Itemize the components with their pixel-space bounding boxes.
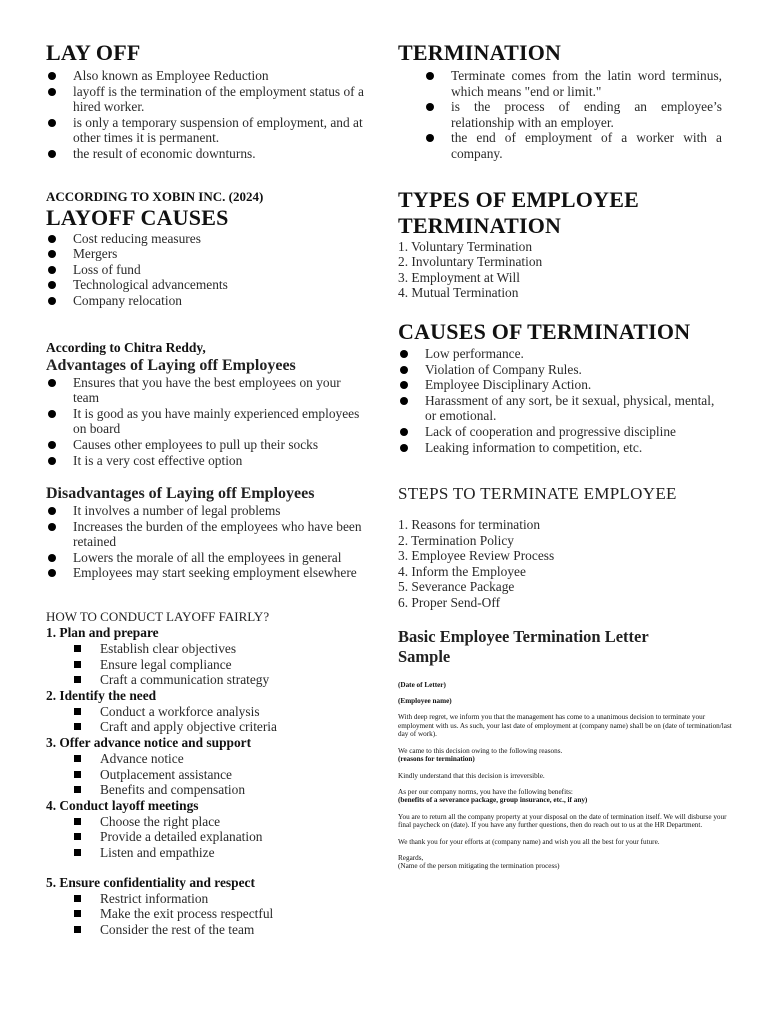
list-item: Craft and apply objective criteria <box>46 719 366 735</box>
termination-title: TERMINATION <box>398 40 562 65</box>
fairly-step-list <box>46 891 366 938</box>
letter-paragraph: We thank you for your efforts at (company name) and wish you all the best for your future. <box>398 837 660 846</box>
list-item: 3. Employee Review Process <box>398 548 555 564</box>
list-item: Consider the rest of the team <box>46 922 366 938</box>
letter-title-line2: Sample <box>398 646 451 666</box>
list-item: Causes other employees to pull up their socks <box>46 437 366 453</box>
letter-title-line1: Basic Employee Termination Letter <box>398 626 649 646</box>
letter-regards: Regards, <box>398 853 424 862</box>
according-xobin: ACCORDING TO XOBIN INC. (2024) <box>46 188 264 204</box>
letter-signer: (Name of the person mitigating the termination process) <box>398 862 560 871</box>
layoff-list <box>46 68 366 162</box>
termination-list <box>424 68 722 162</box>
letter-paragraph: As per our company norms, you have the following benefits: <box>398 787 573 796</box>
advantages-title: Advantages of Laying off Employees <box>46 356 296 374</box>
list-item: is the process of ending an employee’s relationship with an employer. <box>424 99 722 130</box>
list-item: Advance notice <box>46 751 366 767</box>
fairly-step-title: 3. Offer advance notice and support <box>46 735 252 751</box>
list-item: Technological advancements <box>46 277 366 293</box>
list-item: is only a temporary suspension of employment, and at other times it is permanent. <box>46 115 366 146</box>
letter-reasons: (reasons for termination) <box>398 755 475 764</box>
fairly-step-list <box>46 814 366 861</box>
letter-benefits: (benefits of a severance package, group insurance, etc., if any) <box>398 796 588 805</box>
letter-paragraph: With deep regret, we inform you that the management has come to a unanimous decision to terminate your employment with us. As such, your last date of employment at (company name) shall be on (date of termination/last day of work). <box>398 713 732 739</box>
list-item: Increases the burden of the employees who have been retained <box>46 519 366 550</box>
advantages-list <box>46 375 366 469</box>
letter-paragraph: We came to this decision owing to the following reasons. <box>398 746 563 755</box>
list-item: Employees may start seeking employment elsewhere <box>46 565 366 581</box>
list-item: 1. Voluntary Termination <box>398 238 533 254</box>
list-item: Ensures that you have the best employees on your team <box>46 375 366 406</box>
letter-paragraph: You are to return all the company property at your disposal on the date of termination itself. We will disburse your final paycheck on (date). If you have any further questions, then do reach out to us at the HR Department. <box>398 812 727 830</box>
list-item: Establish clear objectives <box>46 641 366 657</box>
list-item: 4. Inform the Employee <box>398 563 526 579</box>
list-item: Company relocation <box>46 293 366 309</box>
layoff-causes-title: LAYOFF CAUSES <box>46 204 229 230</box>
list-item: Craft a communication strategy <box>46 672 366 688</box>
fairly-step-title: 1. Plan and prepare <box>46 625 159 641</box>
left-column <box>46 40 366 937</box>
list-item: 2. Termination Policy <box>398 532 514 548</box>
letter-date: (Date of Letter) <box>398 680 446 689</box>
list-item: Ensure legal compliance <box>46 657 366 673</box>
list-item: Restrict information <box>46 891 366 907</box>
fairly-title: HOW TO CONDUCT LAYOFF FAIRLY? <box>46 609 270 625</box>
steps-list <box>398 517 722 611</box>
list-item: Lack of cooperation and progressive discipline <box>398 424 722 440</box>
list-item: Cost reducing measures <box>46 231 366 247</box>
list-item: 1. Reasons for termination <box>398 517 541 533</box>
list-item: 3. Employment at Will <box>398 269 520 285</box>
fairly-step-title: 4. Conduct layoff meetings <box>46 797 199 813</box>
list-item: Lowers the morale of all the employees in general <box>46 550 366 566</box>
according-chitra: According to Chitra Reddy, <box>46 339 206 355</box>
list-item: the result of economic downturns. <box>46 146 366 162</box>
termination-letter-sample <box>398 681 734 871</box>
list-item: 2. Involuntary Termination <box>398 254 543 270</box>
causes-termination-title: CAUSES OF TERMINATION <box>398 318 691 344</box>
fairly-step-list <box>46 751 366 798</box>
list-item: Outplacement assistance <box>46 767 366 783</box>
list-item: 6. Proper Send-Off <box>398 595 501 611</box>
list-item: layoff is the termination of the employment status of a hired worker. <box>46 84 366 115</box>
list-item: Also known as Employee Reduction <box>46 68 366 84</box>
list-item: the end of employment of a worker with a company. <box>424 130 722 161</box>
list-item: Make the exit process respectful <box>46 906 366 922</box>
steps-title: STEPS TO TERMINATE EMPLOYEE <box>398 484 677 504</box>
disadvantages-title: Disadvantages of Laying off Employees <box>46 485 315 503</box>
list-item: It is a very cost effective option <box>46 453 366 469</box>
layoff-title: LAY OFF <box>46 40 141 65</box>
list-item: Conduct a workforce analysis <box>46 704 366 720</box>
list-item: Leaking information to competition, etc. <box>398 440 722 456</box>
fairly-step-list <box>46 704 366 735</box>
list-item: It is good as you have mainly experienced employees on board <box>46 406 366 437</box>
list-item: Benefits and compensation <box>46 782 366 798</box>
list-item: Violation of Company Rules. <box>398 362 722 378</box>
list-item: 5. Severance Package <box>398 579 515 595</box>
list-item: Employee Disciplinary Action. <box>398 377 722 393</box>
list-item: Listen and empathize <box>46 845 366 861</box>
fairly-step-title: 2. Identify the need <box>46 687 157 703</box>
letter-employee: (Employee name) <box>398 697 452 706</box>
types-title-line2: TERMINATION <box>398 212 562 238</box>
fairly-step-list <box>46 641 366 688</box>
list-item: Low performance. <box>398 346 722 362</box>
disadvantages-list <box>46 503 366 581</box>
list-item: Harassment of any sort, be it sexual, physical, mental, or emotional. <box>398 393 722 424</box>
letter-paragraph: Kindly understand that this decision is irreversible. <box>398 771 545 780</box>
list-item: 4. Mutual Termination <box>398 285 519 301</box>
list-item: Terminate comes from the latin word terminus, which means "end or limit." <box>424 68 722 99</box>
list-item: Loss of fund <box>46 262 366 278</box>
types-list <box>398 239 722 301</box>
list-item: It involves a number of legal problems <box>46 503 366 519</box>
right-column <box>398 40 732 879</box>
types-title-line1: TYPES OF EMPLOYEE <box>398 186 639 212</box>
layoff-causes-list <box>46 231 366 309</box>
list-item: Mergers <box>46 246 366 262</box>
causes-termination-list <box>398 346 722 455</box>
fairly-step-title: 5. Ensure confidentiality and respect <box>46 874 255 890</box>
list-item: Provide a detailed explanation <box>46 829 366 845</box>
list-item: Choose the right place <box>46 814 366 830</box>
